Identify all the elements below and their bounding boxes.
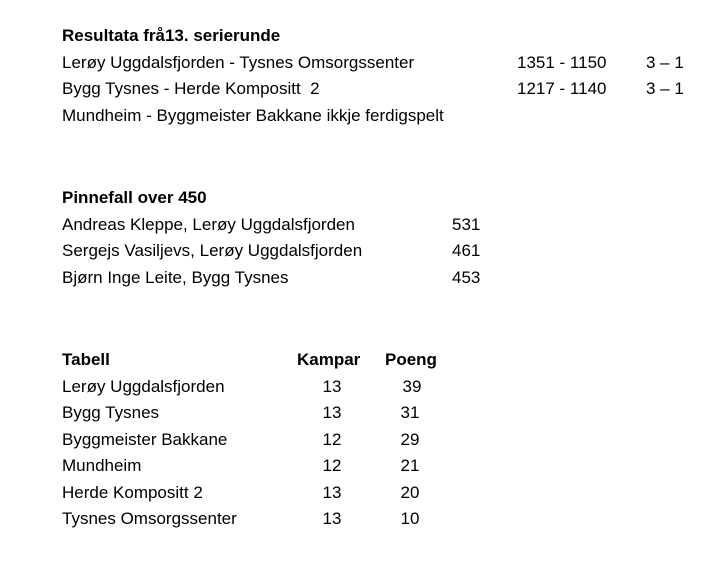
tabell-poeng-6: 10: [400, 509, 420, 528]
pinnefall-name-2: Sergejs Vasiljevs, Lerøy Uggdalsfjorden: [62, 241, 363, 260]
tabell-kampar-6: 13: [322, 509, 342, 528]
pinnefall-value-2: 461: [452, 241, 481, 260]
tabell-kampar-3: 12: [322, 430, 342, 449]
tabell-header-poeng: Poeng: [385, 350, 437, 369]
tabell-kampar-1: 13: [322, 377, 342, 396]
result-score-2: 1217 - 1140: [517, 79, 607, 98]
result-points-2: 3 – 1: [646, 79, 684, 98]
tabell-poeng-3: 29: [400, 430, 420, 449]
pinnefall-value-1: 531: [452, 215, 481, 234]
tabell-team-5: Herde Kompositt 2: [62, 483, 203, 502]
tabell-poeng-4: 21: [400, 456, 420, 475]
pinnefall-heading: Pinnefall over 450: [62, 188, 207, 207]
pinnefall-name-3: Bjørn Inge Leite, Bygg Tysnes: [62, 268, 289, 287]
tabell-poeng-2: 31: [400, 403, 420, 422]
result-points-1: 3 – 1: [646, 53, 684, 72]
tabell-poeng-5: 20: [400, 483, 420, 502]
pinnefall-name-1: Andreas Kleppe, Lerøy Uggdalsfjorden: [62, 215, 355, 234]
tabell-kampar-2: 13: [322, 403, 342, 422]
tabell-team-2: Bygg Tysnes: [62, 403, 160, 422]
result-match-2: Bygg Tysnes - Herde Kompositt 2: [62, 79, 320, 98]
results-heading: Resultata frå13. serierunde: [62, 26, 281, 45]
tabell-team-3: Byggmeister Bakkane: [62, 430, 228, 449]
tabell-poeng-1: 39: [402, 377, 422, 396]
tabell-team-6: Tysnes Omsorgssenter: [62, 509, 237, 528]
tabell-team-4: Mundheim: [62, 456, 142, 475]
tabell-kampar-4: 12: [322, 456, 342, 475]
tabell-header-kampar: Kampar: [297, 350, 361, 369]
result-score-1: 1351 - 1150: [517, 53, 607, 72]
tabell-team-1: Lerøy Uggdalsfjorden: [62, 377, 225, 396]
pinnefall-value-3: 453: [452, 268, 481, 287]
result-match-1: Lerøy Uggdalsfjorden - Tysnes Omsorgssenter: [62, 53, 415, 72]
tabell-header-team: Tabell: [62, 350, 110, 369]
result-match-3: Mundheim - Byggmeister Bakkane ikkje ferdigspelt: [62, 106, 444, 125]
tabell-kampar-5: 13: [322, 483, 342, 502]
